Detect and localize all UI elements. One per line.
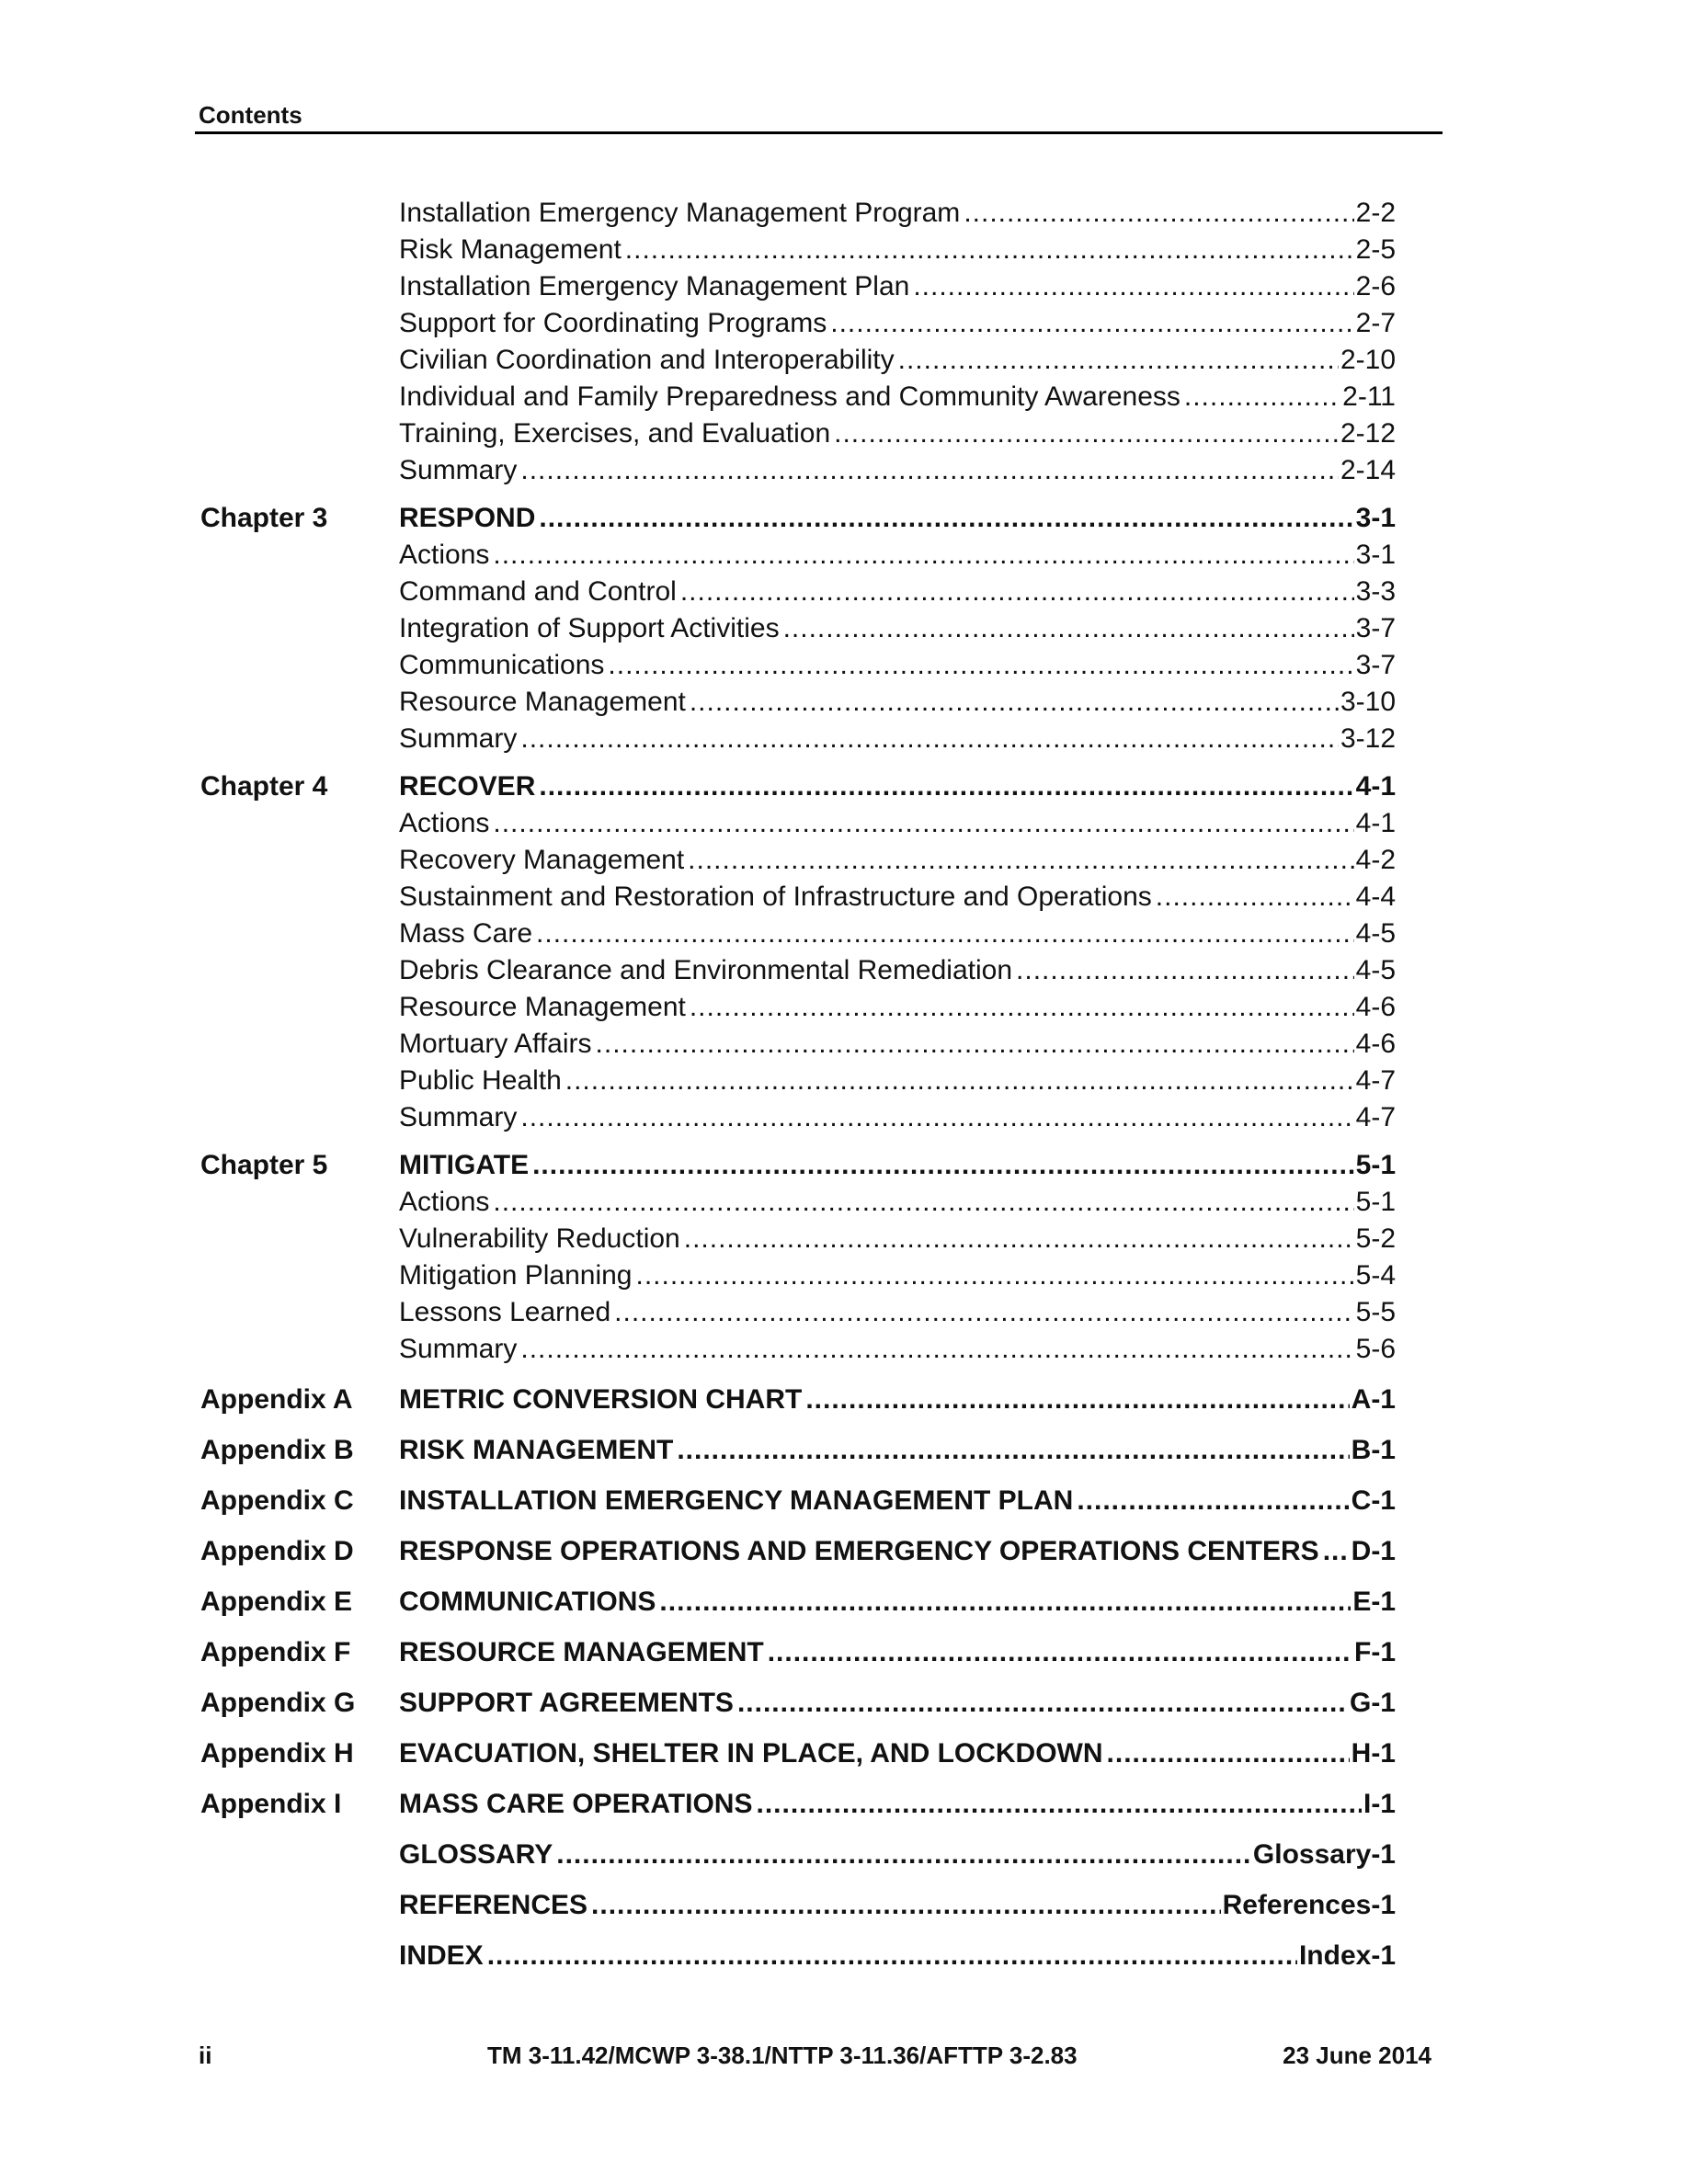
dot-leader: [830, 305, 1353, 342]
toc-entry[interactable]: [399, 415, 1396, 452]
toc-entry[interactable]: [399, 1331, 1396, 1368]
toc-entry-title: REFERENCES: [399, 1890, 588, 1920]
toc-entry-page: 2-5: [1355, 234, 1396, 265]
toc-entry-page: C-1: [1351, 1485, 1396, 1516]
dot-leader: [493, 1184, 1353, 1221]
toc-entry-title: MITIGATE: [399, 1150, 530, 1180]
dot-leader: [614, 1294, 1353, 1331]
toc-entry-page: E-1: [1352, 1587, 1396, 1617]
toc-entry[interactable]: [399, 574, 1396, 610]
toc-entry[interactable]: [399, 721, 1396, 757]
toc-entry-title: Summary: [399, 1102, 518, 1132]
toc-entry-title: Mitigation Planning: [399, 1260, 633, 1291]
toc-entry-title: Public Health: [399, 1065, 562, 1096]
toc-heading-entry[interactable]: [399, 1432, 1396, 1469]
toc-heading-entry[interactable]: [399, 768, 1396, 805]
dot-leader: [532, 1147, 1354, 1184]
toc-entry[interactable]: [399, 647, 1396, 684]
toc-entry-title: Lessons Learned: [399, 1297, 611, 1327]
dot-leader: [659, 1584, 1351, 1621]
toc-entry-title: Resource Management: [399, 992, 686, 1022]
dot-leader: [684, 1221, 1354, 1257]
dot-leader: [536, 916, 1354, 952]
toc-group-label: Appendix D: [200, 1536, 354, 1566]
toc-entry-page: 2-11: [1342, 381, 1396, 412]
dot-leader: [520, 721, 1339, 757]
dot-leader: [608, 647, 1353, 684]
toc-entry-page: 2-14: [1340, 455, 1396, 485]
dot-leader: [487, 1938, 1297, 1974]
toc-entry[interactable]: [399, 1257, 1396, 1294]
dot-leader: [539, 500, 1353, 537]
toc-group: [195, 1147, 1432, 1368]
dot-leader: [493, 805, 1353, 842]
toc-entry-page: 2-7: [1355, 308, 1396, 338]
toc-entry-page: 5-1: [1355, 1150, 1396, 1180]
page-header: [195, 96, 1443, 134]
toc-entry-title: Summary: [399, 455, 518, 485]
dot-leader: [1077, 1483, 1349, 1519]
toc-heading-entry[interactable]: [399, 1837, 1396, 1873]
table-of-contents: [195, 195, 1432, 1974]
dot-leader: [805, 1382, 1349, 1418]
dot-leader: [737, 1685, 1348, 1722]
toc-entry-page: 5-1: [1355, 1187, 1396, 1217]
toc-entry[interactable]: [399, 232, 1396, 268]
toc-group-label: Appendix I: [200, 1789, 342, 1819]
toc-entry-page: 3-7: [1355, 650, 1396, 680]
toc-entry[interactable]: [399, 916, 1396, 952]
toc-entry-page: 4-5: [1355, 955, 1396, 985]
toc-entry-title: RESPONSE OPERATIONS AND EMERGENCY OPERATIONS CENTERS: [399, 1536, 1319, 1566]
toc-entry[interactable]: [399, 1294, 1396, 1331]
dot-leader: [834, 415, 1339, 452]
toc-entry-title: Command and Control: [399, 576, 677, 607]
dot-leader: [913, 268, 1353, 305]
footer-document-id: TM 3-11.42/MCWP 3-38.1/NTTP 3-11.36/AFTTP 3-2.83: [487, 2042, 1078, 2069]
toc-entry-title: Mortuary Affairs: [399, 1029, 592, 1059]
toc-group: [195, 768, 1432, 1136]
toc-entry-page: 4-4: [1355, 882, 1396, 912]
dot-leader: [565, 1063, 1354, 1099]
toc-entry[interactable]: [399, 989, 1396, 1026]
toc-entry[interactable]: [399, 452, 1396, 489]
toc-group-label: Chapter 3: [200, 503, 328, 533]
toc-entry-page: 3-1: [1355, 503, 1396, 533]
dot-leader: [1107, 1735, 1350, 1772]
toc-entry-page: Index-1: [1298, 1940, 1396, 1971]
dot-leader: [539, 768, 1353, 805]
toc-entry[interactable]: [399, 842, 1396, 879]
toc-entry-page: 3-10: [1340, 687, 1396, 717]
toc-entry-title: RISK MANAGEMENT: [399, 1435, 674, 1465]
dot-leader: [520, 1331, 1353, 1368]
toc-entry-title: Summary: [399, 1334, 518, 1364]
toc-entry[interactable]: [399, 342, 1396, 379]
toc-entry-title: RESOURCE MANAGEMENT: [399, 1637, 764, 1667]
toc-heading-entry[interactable]: [399, 1634, 1396, 1671]
toc-heading-entry[interactable]: [399, 1584, 1396, 1621]
toc-entry-page: 2-2: [1355, 198, 1396, 228]
toc-entry[interactable]: [399, 805, 1396, 842]
toc-group-label: Appendix C: [200, 1485, 354, 1516]
dot-leader: [625, 232, 1354, 268]
dot-leader: [1156, 879, 1354, 916]
page-header-title: Contents: [199, 101, 302, 129]
dot-leader: [783, 610, 1354, 647]
toc-group: [195, 1483, 1432, 1519]
footer-date: 23 June 2014: [1283, 2042, 1431, 2069]
toc-entry-page: Glossary-1: [1252, 1839, 1396, 1870]
toc-heading-entry[interactable]: [399, 1533, 1396, 1570]
toc-heading-entry[interactable]: [399, 1685, 1396, 1722]
toc-entry-title: Communications: [399, 650, 605, 680]
toc-group: [195, 1432, 1432, 1469]
toc-entry-page: 4-1: [1355, 771, 1396, 802]
toc-entry-page: I-1: [1363, 1789, 1396, 1819]
toc-entry-title: Debris Clearance and Environmental Remediation: [399, 955, 1013, 985]
toc-entry-page: 3-7: [1355, 613, 1396, 643]
toc-entry-title: Actions: [399, 1187, 490, 1217]
toc-entry-page: 4-2: [1355, 845, 1396, 875]
toc-entry-page: 4-6: [1355, 1029, 1396, 1059]
toc-entry-page: 3-1: [1355, 540, 1396, 570]
toc-group: [195, 1584, 1432, 1621]
toc-entry-page: 4-5: [1355, 918, 1396, 949]
toc-entry-title: Civilian Coordination and Interoperability: [399, 345, 895, 375]
toc-heading-entry[interactable]: [399, 1938, 1396, 1974]
toc-entry-title: SUPPORT AGREEMENTS: [399, 1688, 734, 1718]
toc-entry[interactable]: [399, 684, 1396, 721]
toc-entry-page: D-1: [1351, 1536, 1396, 1566]
dot-leader: [636, 1257, 1354, 1294]
toc-heading-entry[interactable]: [399, 1887, 1396, 1924]
toc-entry-page: 4-7: [1355, 1102, 1396, 1132]
toc-entry-title: Sustainment and Restoration of Infrastructure and Operations: [399, 882, 1152, 912]
toc-entry-title: INDEX: [399, 1940, 484, 1971]
toc-heading-entry[interactable]: [399, 1786, 1396, 1823]
toc-group: [195, 1634, 1432, 1671]
toc-entry-page: F-1: [1354, 1637, 1396, 1667]
toc-group-label: Appendix H: [200, 1738, 354, 1769]
toc-entry-title: RESPOND: [399, 503, 536, 533]
toc-entry[interactable]: [399, 305, 1396, 342]
toc-entry[interactable]: [399, 1063, 1396, 1099]
toc-heading-entry[interactable]: [399, 1735, 1396, 1772]
toc-entry-title: Individual and Family Preparedness and Community Awareness: [399, 381, 1180, 412]
toc-entry[interactable]: [399, 879, 1396, 916]
toc-entry[interactable]: [399, 268, 1396, 305]
toc-entry-title: COMMUNICATIONS: [399, 1587, 656, 1617]
page-footer: [195, 2037, 1443, 2074]
toc-entry-title: Resource Management: [399, 687, 686, 717]
toc-entry-title: Summary: [399, 723, 518, 754]
dot-leader: [1184, 379, 1340, 415]
toc-entry[interactable]: [399, 610, 1396, 647]
toc-entry-title: Vulnerability Reduction: [399, 1223, 680, 1254]
toc-entry-page: A-1: [1351, 1384, 1396, 1415]
toc-group: [195, 195, 1432, 489]
toc-heading-entry[interactable]: [399, 500, 1396, 537]
toc-entry-title: Actions: [399, 540, 490, 570]
toc-entry[interactable]: [399, 1026, 1396, 1063]
toc-group-label: Chapter 4: [200, 771, 328, 802]
toc-heading-entry[interactable]: [399, 1483, 1396, 1519]
toc-entry[interactable]: [399, 537, 1396, 574]
toc-entry-page: 4-1: [1355, 808, 1396, 838]
toc-entry-title: RECOVER: [399, 771, 536, 802]
toc-group: [195, 1837, 1432, 1873]
dot-leader: [677, 1432, 1349, 1469]
toc-entry[interactable]: [399, 1184, 1396, 1221]
toc-group: [195, 500, 1432, 757]
toc-group: [195, 1887, 1432, 1924]
toc-group-label: Appendix E: [200, 1587, 353, 1617]
toc-entry-page: 5-5: [1355, 1297, 1396, 1327]
dot-leader: [768, 1634, 1352, 1671]
toc-entry-title: GLOSSARY: [399, 1839, 553, 1870]
toc-entry-page: 5-6: [1355, 1334, 1396, 1364]
toc-group: [195, 1533, 1432, 1570]
toc-entry[interactable]: [399, 1099, 1396, 1136]
toc-entry-title: EVACUATION, SHELTER IN PLACE, AND LOCKDOWN: [399, 1738, 1103, 1769]
toc-entry-page: 4-7: [1355, 1065, 1396, 1096]
toc-entry-page: References-1: [1222, 1890, 1396, 1920]
toc-group-label: Chapter 5: [200, 1150, 328, 1180]
toc-entry-title: Actions: [399, 808, 490, 838]
toc-entry-title: Installation Emergency Management Program: [399, 198, 961, 228]
dot-leader: [756, 1786, 1362, 1823]
dot-leader: [520, 1099, 1353, 1136]
toc-entry-title: MASS CARE OPERATIONS: [399, 1789, 753, 1819]
footer-page-number: ii: [199, 2042, 212, 2069]
dot-leader: [596, 1026, 1354, 1063]
toc-entry-page: 5-2: [1355, 1223, 1396, 1254]
toc-group: [195, 1786, 1432, 1823]
toc-heading-entry[interactable]: [399, 1147, 1396, 1184]
toc-entry-title: METRIC CONVERSION CHART: [399, 1384, 803, 1415]
dot-leader: [690, 684, 1339, 721]
toc-heading-entry[interactable]: [399, 1382, 1396, 1418]
toc-entry-title: Training, Exercises, and Evaluation: [399, 418, 831, 449]
toc-entry-title: Mass Care: [399, 918, 533, 949]
toc-entry-page: H-1: [1351, 1738, 1396, 1769]
toc-entry[interactable]: [399, 952, 1396, 989]
toc-entry[interactable]: [399, 1221, 1396, 1257]
toc-entry-title: Risk Management: [399, 234, 622, 265]
toc-group: [195, 1382, 1432, 1418]
toc-entry-page: 3-3: [1355, 576, 1396, 607]
toc-entry-page: 3-12: [1340, 723, 1396, 754]
toc-entry-title: Integration of Support Activities: [399, 613, 780, 643]
toc-entry-title: Installation Emergency Management Plan: [399, 271, 910, 301]
toc-group-label: Appendix F: [200, 1637, 351, 1667]
toc-entry-title: INSTALLATION EMERGENCY MANAGEMENT PLAN: [399, 1485, 1074, 1516]
toc-group-label: Appendix B: [200, 1435, 354, 1465]
toc-entry-title: Recovery Management: [399, 845, 685, 875]
toc-entry-title: Support for Coordinating Programs: [399, 308, 827, 338]
toc-entry[interactable]: [399, 379, 1396, 415]
dot-leader: [688, 842, 1353, 879]
dot-leader: [591, 1887, 1221, 1924]
toc-group: [195, 1938, 1432, 1974]
dot-leader: [690, 989, 1354, 1026]
dot-leader: [556, 1837, 1251, 1873]
toc-entry-page: 5-4: [1355, 1260, 1396, 1291]
dot-leader: [1016, 952, 1354, 989]
toc-group: [195, 1735, 1432, 1772]
toc-entry-page: 2-6: [1355, 271, 1396, 301]
dot-leader: [520, 452, 1339, 489]
dot-leader: [964, 195, 1353, 232]
dot-leader: [680, 574, 1354, 610]
toc-group-label: Appendix A: [200, 1384, 353, 1415]
toc-entry-page: B-1: [1351, 1435, 1396, 1465]
toc-group: [195, 1685, 1432, 1722]
toc-entry-page: G-1: [1349, 1688, 1396, 1718]
dot-leader: [493, 537, 1353, 574]
toc-entry-page: 2-10: [1340, 345, 1396, 375]
toc-entry[interactable]: [399, 195, 1396, 232]
toc-entry-page: 2-12: [1340, 418, 1396, 449]
dot-leader: [1323, 1533, 1350, 1570]
dot-leader: [898, 342, 1339, 379]
toc-entry-page: 4-6: [1355, 992, 1396, 1022]
toc-group-label: Appendix G: [200, 1688, 356, 1718]
